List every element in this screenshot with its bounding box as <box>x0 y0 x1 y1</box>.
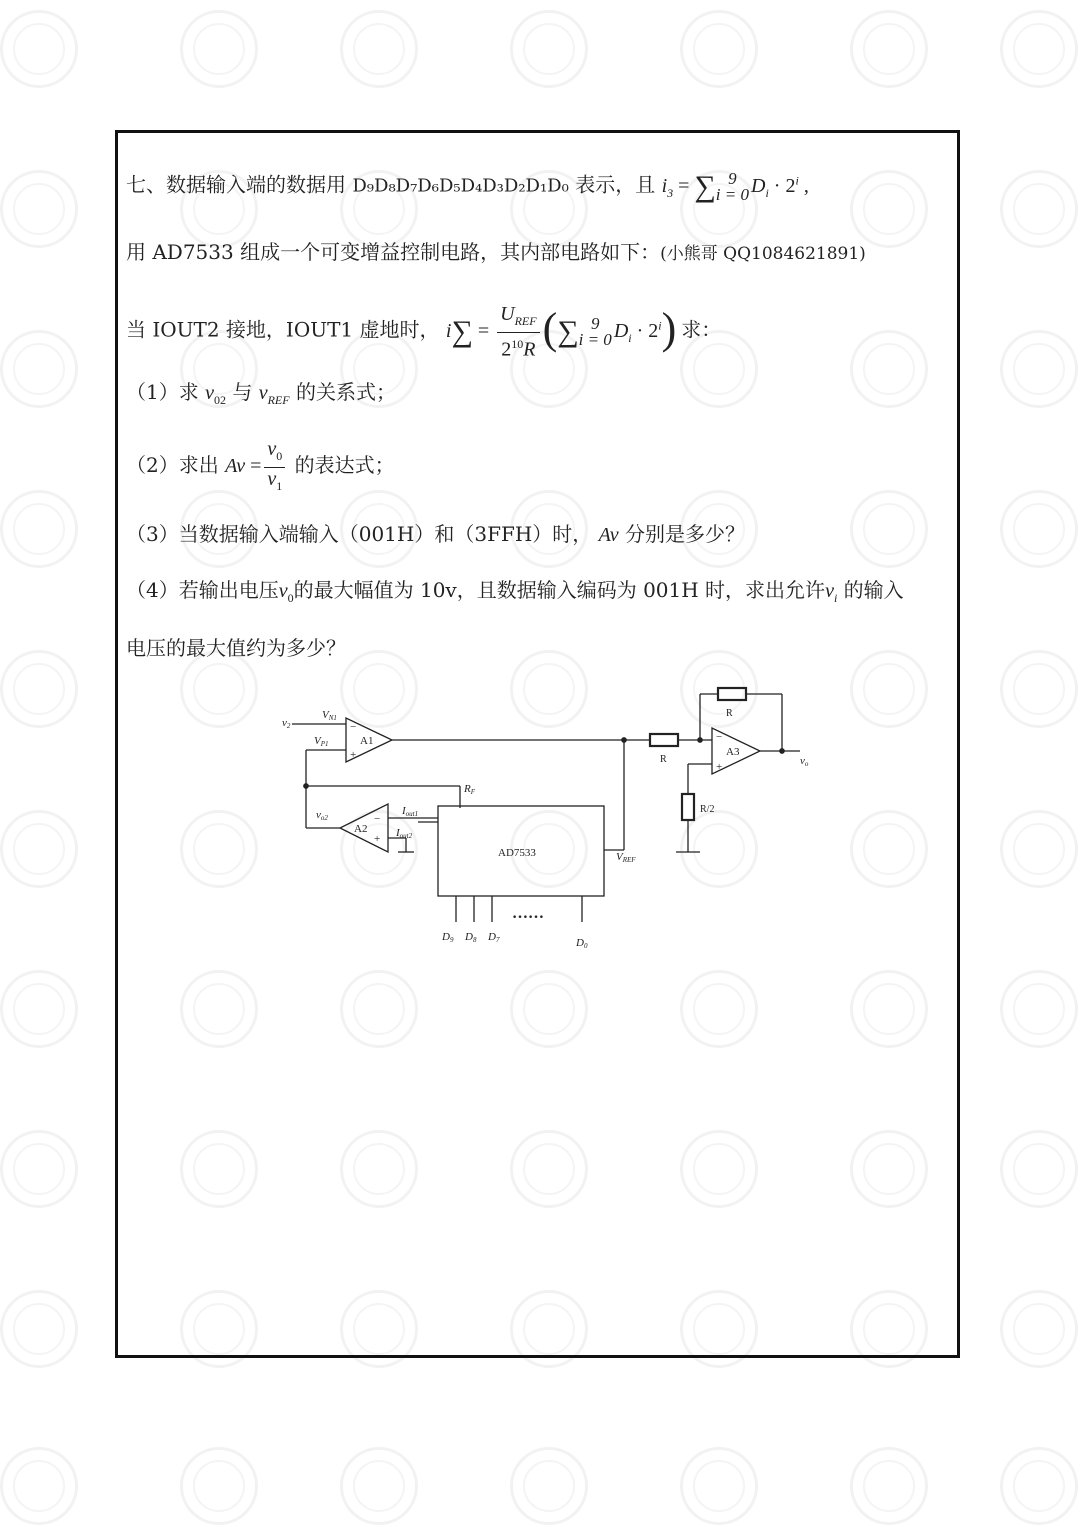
watermark-circle <box>510 10 588 88</box>
svg-text:−: − <box>350 721 357 733</box>
symbol-vo2: $v_{02}$ <box>205 382 226 407</box>
svg-text:v2: v2 <box>282 717 291 730</box>
svg-text:Iout1: Iout1 <box>402 805 419 818</box>
label-a3: A3 <box>726 746 740 758</box>
watermark-circle <box>0 330 78 408</box>
subquestion-1-mid: 与 <box>232 380 253 404</box>
resistor-r-input <box>650 734 678 746</box>
symbol-v0: $v_0$ <box>278 580 294 605</box>
formula-isum: i∑ = $\frac{U_{REF}}{2^{10}R}$ (∑ 9 i = 0 $D_i \cdot 2^i$) <box>445 303 677 361</box>
svg-text:D9: D9 <box>442 931 454 944</box>
question-line-2-text: 用 AD7533 组成一个可变增益控制电路，其内部电路如下： <box>126 240 661 264</box>
watermark-circle <box>510 1447 588 1525</box>
watermark-circle <box>680 1447 758 1525</box>
data-bits: D₉D₈D₇D₆D₅D₄D₃D₂D₁D₀ <box>352 175 569 197</box>
watermark-circle <box>180 10 258 88</box>
question-line-1 <box>126 166 809 207</box>
subquestion-3-end: 分别是多少？ <box>624 522 745 546</box>
question-title: 七、数据输入端的数据用 <box>126 172 346 197</box>
subquestion-2-label: （2）求出 <box>126 453 219 478</box>
svg-text:Iout2: Iout2 <box>396 827 413 840</box>
circuit-diagram <box>270 680 830 960</box>
svg-text:+: + <box>716 761 723 773</box>
label-r-feedback: R <box>726 708 733 719</box>
subquestion-4-line-2 <box>126 634 346 662</box>
question-line-2 <box>126 238 866 268</box>
symbol-vref: $v_{REF}$ <box>258 382 290 407</box>
subquestion-4 <box>126 576 904 612</box>
watermark-circle <box>0 970 78 1048</box>
subquestion-1 <box>126 378 396 414</box>
subquestion-3 <box>126 520 745 549</box>
svg-text:vo2: vo2 <box>316 809 328 822</box>
svg-text:D0: D0 <box>576 937 588 950</box>
watermark-circle <box>680 10 758 88</box>
svg-text:VP1: VP1 <box>314 735 329 748</box>
watermark-circle <box>850 10 928 88</box>
watermark-circle <box>1000 330 1078 408</box>
watermark-circle <box>340 1447 418 1525</box>
label-ad7533: AD7533 <box>498 847 536 859</box>
question-line-3-text: 当 IOUT2 接地，IOUT1 虚地时， <box>126 317 440 342</box>
formula-i3: $i_3$ = ∑ 9 i = 0 $D_i \cdot 2^i$ , <box>661 169 809 205</box>
subquestion-2-text: 的表达式； <box>294 453 395 478</box>
watermark-circle <box>340 10 418 88</box>
svg-text:+: + <box>374 833 381 845</box>
question-line-3 <box>126 303 721 361</box>
label-data-pins-dots: …… <box>512 905 544 922</box>
watermark-circle <box>0 10 78 88</box>
svg-text:RF: RF <box>464 783 476 796</box>
author-note: (小熊哥 QQ1084621891) <box>660 244 866 264</box>
resistor-r-half <box>682 794 694 820</box>
watermark-circle <box>0 1447 78 1525</box>
symbol-av: Av <box>598 524 619 546</box>
watermark-circle <box>1000 1130 1078 1208</box>
label-r-half: R/2 <box>700 804 715 815</box>
label-a1: A1 <box>360 735 374 747</box>
symbol-vi: $v_i$ <box>825 580 838 605</box>
subquestion-1-text: 的关系式； <box>295 380 396 404</box>
watermark-circle <box>0 490 78 568</box>
svg-text:VREF: VREF <box>616 851 636 864</box>
svg-text:+: + <box>350 749 357 761</box>
watermark-circle <box>1000 970 1078 1048</box>
subquestion-1-label: （1）求 <box>126 380 199 404</box>
watermark-circle <box>1000 1290 1078 1368</box>
subquestion-4-label: （4）若输出电压 <box>126 578 279 602</box>
subquestion-4-end: 的输入 <box>843 578 904 602</box>
watermark-circle <box>1000 650 1078 728</box>
watermark-circle <box>0 1290 78 1368</box>
watermark-circle <box>1000 1447 1078 1525</box>
svg-text:−: − <box>716 731 723 743</box>
watermark-circle <box>0 650 78 728</box>
watermark-circle <box>1000 490 1078 568</box>
question-line-3-end: 求： <box>681 317 722 342</box>
svg-text:D8: D8 <box>465 931 477 944</box>
watermark-circle <box>1000 170 1078 248</box>
watermark-circle <box>1000 810 1078 888</box>
svg-text:D7: D7 <box>488 931 500 944</box>
watermark-circle <box>0 1130 78 1208</box>
subquestion-3-text: （3）当数据输入端输入（001H）和（3FFH）时， <box>126 522 593 546</box>
subquestion-4-text-2: 电压的最大值约为多少？ <box>126 636 346 660</box>
subquestion-2 <box>126 438 395 497</box>
svg-text:VN1: VN1 <box>322 709 337 722</box>
watermark-circle <box>1000 10 1078 88</box>
label-a2: A2 <box>354 823 368 835</box>
label-r-input: R <box>660 754 667 765</box>
watermark-circle <box>850 1447 928 1525</box>
question-title-cont: 表示，且 <box>575 172 656 197</box>
svg-text:−: − <box>374 813 381 825</box>
watermark-circle <box>0 810 78 888</box>
resistor-r-feedback <box>718 688 746 700</box>
svg-text:vo: vo <box>800 755 809 768</box>
formula-av: Av = $\frac{v_0}{v_1}$ <box>225 455 288 477</box>
watermark-circle <box>0 170 78 248</box>
watermark-circle <box>180 1447 258 1525</box>
subquestion-4-text: 的最大幅值为 10v，且数据输入编码为 001H 时，求出允许 <box>293 578 826 602</box>
